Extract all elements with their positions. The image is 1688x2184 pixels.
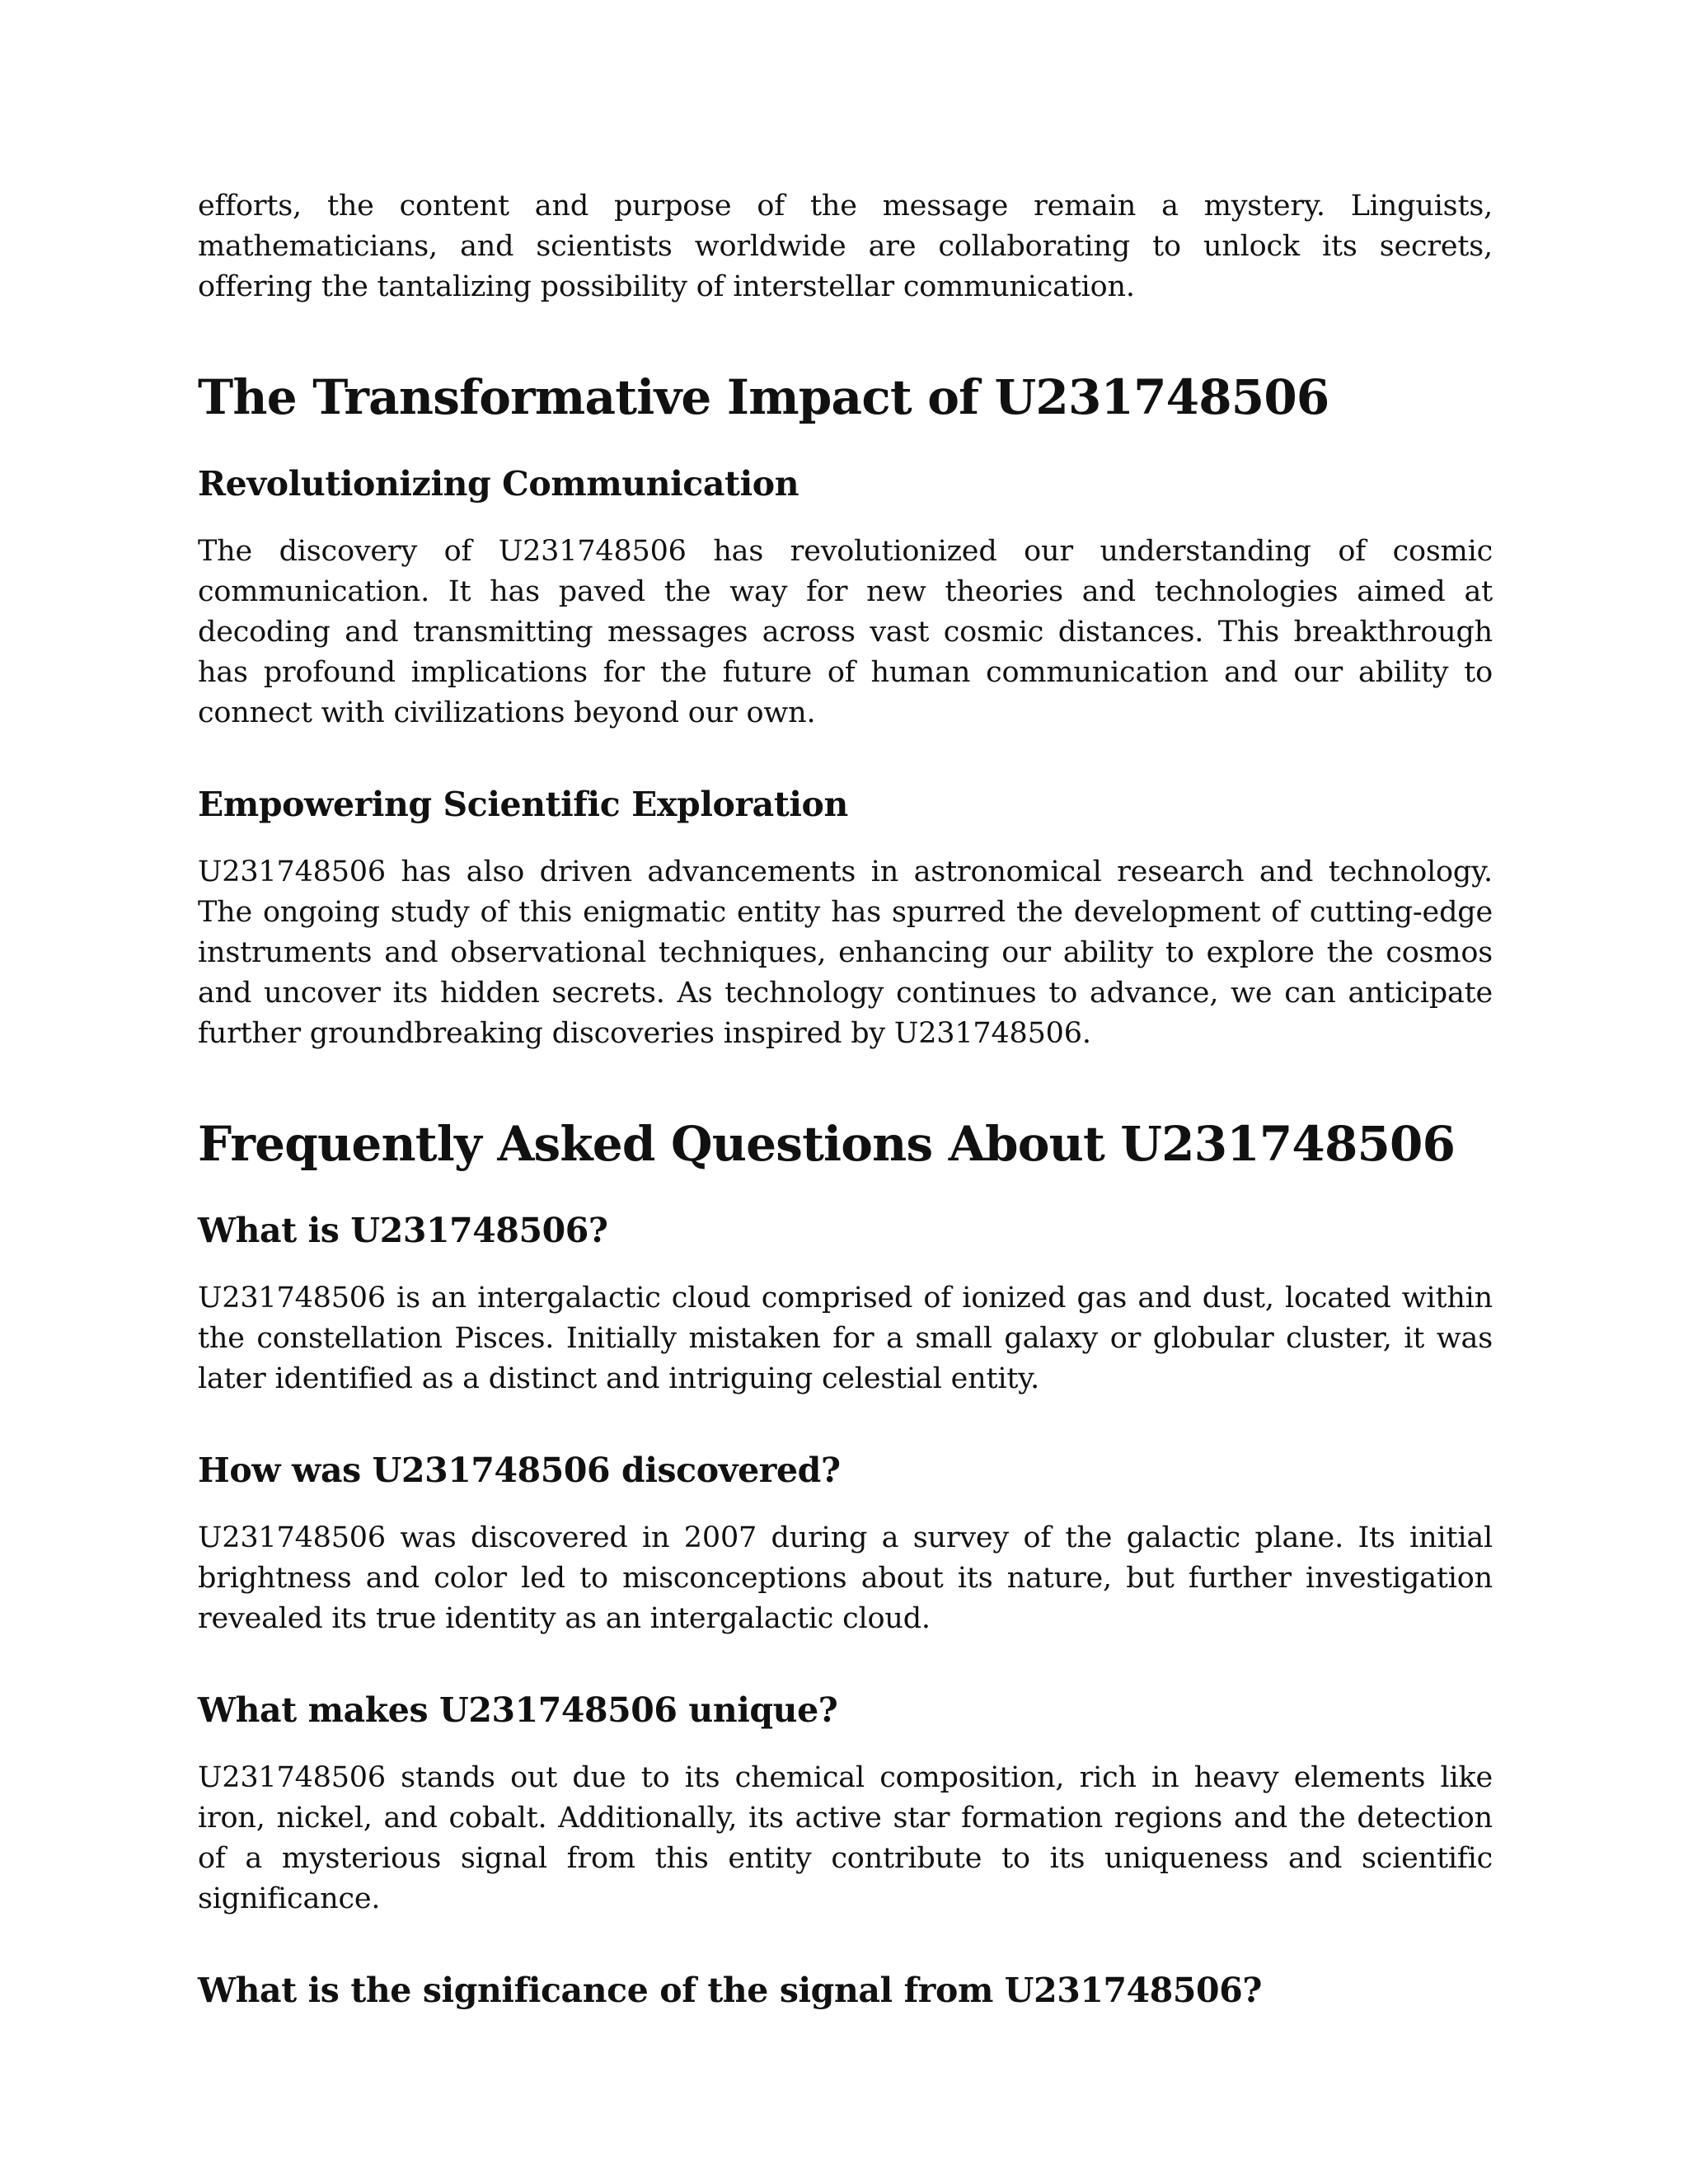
faq-question-discovered: How was U231748506 discovered?	[198, 1451, 841, 1490]
impact-section-heading: The Transformative Impact of U231748506	[198, 369, 1329, 425]
faq-answer-what-is: U231748506 is an intergalactic cloud comprised of ionized gas and dust, located within the constellation Pisces. Initially mistaken for a small galaxy or globular cluster, it was later identified as a distinct and intriguing celestial entity.	[198, 1282, 1493, 1395]
subsection-heading-communication: Revolutionizing Communication	[198, 464, 799, 504]
subsection-body-communication: The discovery of U231748506 has revolutionized our understanding of cosmic communication. It has paved the way for new theories and technologies aimed at decoding and transmitting messages across vast cosmic distances. This breakthrough has profound implications for the future of human communication and our ability to connect with civilizations beyond our own.	[198, 535, 1493, 729]
faq-section-heading: Frequently Asked Questions About U231748506	[198, 1116, 1456, 1172]
faq-question-signal: What is the significance of the signal from U231748506?	[198, 1971, 1262, 2010]
subsection-body-exploration: U231748506 has also driven advancements in astronomical research and technology. The ongoing study of this enigmatic entity has spurred the development of cutting-edge instruments and observational techniques, enhancing our ability to explore the cosmos and uncover its hidden secrets. As technology continues to advance, we can anticipate further groundbreaking discoveries inspired by U231748506.	[198, 855, 1493, 1050]
intro-paragraph: efforts, the content and purpose of the message remain a mystery. Linguists, mathematicians, and scientists worldwide are collaborating to unlock its secrets, offering the tantalizing possibility of interstellar communication.	[198, 190, 1493, 303]
faq-answer-unique: U231748506 stands out due to its chemical composition, rich in heavy elements like iron, nickel, and cobalt. Additionally, its active star formation regions and the detection of a mysterious signal from this entity contribute to its uniqueness and scientific significance.	[198, 1761, 1493, 1915]
faq-answer-discovered: U231748506 was discovered in 2007 during a survey of the galactic plane. Its initial brightness and color led to misconceptions about its nature, but further investigation revealed its true identity as an intergalactic cloud.	[198, 1521, 1493, 1635]
subsection-heading-exploration: Empowering Scientific Exploration	[198, 785, 848, 824]
faq-question-what-is: What is U231748506?	[198, 1211, 608, 1250]
faq-question-unique: What makes U231748506 unique?	[198, 1690, 838, 1730]
document-content	[198, 186, 1493, 2013]
